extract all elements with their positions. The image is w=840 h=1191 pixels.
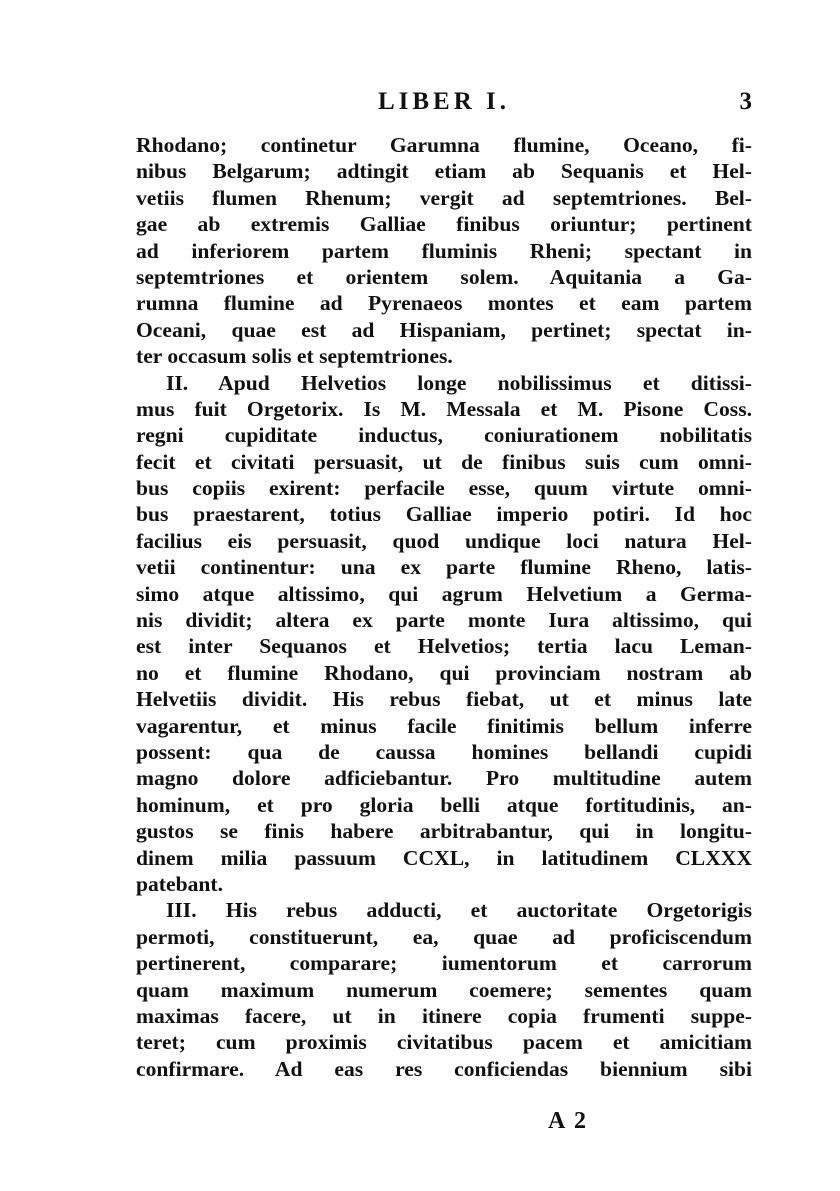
text-line: septemtriones et orientem solem. Aquitania a Ga- [136, 264, 752, 289]
signature-mark: A 2 [548, 1108, 589, 1134]
text-line: dinem milia passuum CCXL, in latitudinem CLXXX [136, 845, 752, 870]
text-line: magno dolore adficiebantur. Pro multitudine autem [136, 766, 752, 791]
text-line: mus fuit Orgetorix. Is M. Messala et M. Pisone Coss. [136, 396, 752, 421]
chapter-start-line: II. Apud Helvetios longe nobilissimus et ditissi- [166, 370, 752, 395]
text-line: vetiis flumen Rhenum; vergit ad septemtriones. Bel- [136, 185, 752, 210]
text-line: fecit et civitati persuasit, ut de finibus suis cum omni- [136, 449, 752, 474]
running-title: LIBER I. [377, 88, 511, 115]
text-line: quam maximum numerum coemere; sementes quam [136, 977, 752, 1002]
text-line: teret; cum proximis civitatibus pacem et amicitiam [136, 1030, 752, 1055]
text-line: gae ab extremis Galliae finibus oriuntur; pertinent [136, 212, 752, 237]
text-line: hominum, et pro gloria belli atque fortitudinis, an- [136, 792, 752, 817]
text-line: pertinerent, comparare; iumentorum et carrorum [136, 951, 752, 976]
text-line: ter occasum solis et septemtriones. [136, 344, 453, 369]
text-line: est inter Sequanos et Helvetios; tertia lacu Leman- [136, 634, 752, 659]
text-line: confirmare. Ad eas res conficiendas biennium sibi [136, 1056, 752, 1081]
text-line: Rhodano; continetur Garumna flumine, Oceano, fi- [136, 133, 752, 157]
body-text [136, 132, 752, 1082]
text-line: vagarentur, et minus facile finitimis bellum inferre [136, 713, 752, 738]
text-line: nibus Belgarum; adtingit etiam ab Sequanis et Hel- [136, 159, 752, 184]
text-line: bus praestarent, totius Galliae imperio potiri. Id hoc [136, 502, 752, 527]
text-line: rumna flumine ad Pyrenaeos montes et eam partem [136, 291, 752, 316]
text-line: regni cupiditate inductus, coniurationem nobilitatis [136, 423, 752, 448]
text-line: ad inferiorem partem fluminis Rheni; spectant in [136, 238, 752, 263]
text-line: bus copiis exirent: perfacile esse, quum virtute omni- [136, 476, 752, 501]
text-line: maximas facere, ut in itinere copia frumenti suppe- [136, 1003, 752, 1028]
text-line: permoti, constituerunt, ea, quae ad proficiscendum [136, 924, 752, 949]
text-line: possent: qua de caussa homines bellandi cupidi [136, 739, 752, 764]
chapter-start-line: III. His rebus adducti, et auctoritate Orgetorigis [166, 898, 752, 923]
text-line: vetii continentur: una ex parte flumine Rheno, latis- [136, 555, 752, 580]
text-line: patebant. [136, 871, 223, 896]
text-line: Oceani, quae est ad Hispaniam, pertinet; spectat in- [136, 317, 752, 342]
text-line: facilius eis persuasit, quod undique loci natura Hel- [136, 528, 752, 553]
text-line: Helvetiis dividit. His rebus fiebat, ut et minus late [136, 687, 752, 712]
text-line: no et flumine Rhodano, qui provinciam nostram ab [136, 660, 752, 685]
text-line: simo atque altissimo, qui agrum Helvetium a Germa- [136, 581, 752, 606]
text-line: nis dividit; altera ex parte monte Iura altissimo, qui [136, 608, 752, 633]
page-number: 3 [739, 88, 752, 115]
running-head [136, 88, 752, 122]
text-line: gustos se finis habere arbitrabantur, qui in longitu- [136, 819, 752, 844]
